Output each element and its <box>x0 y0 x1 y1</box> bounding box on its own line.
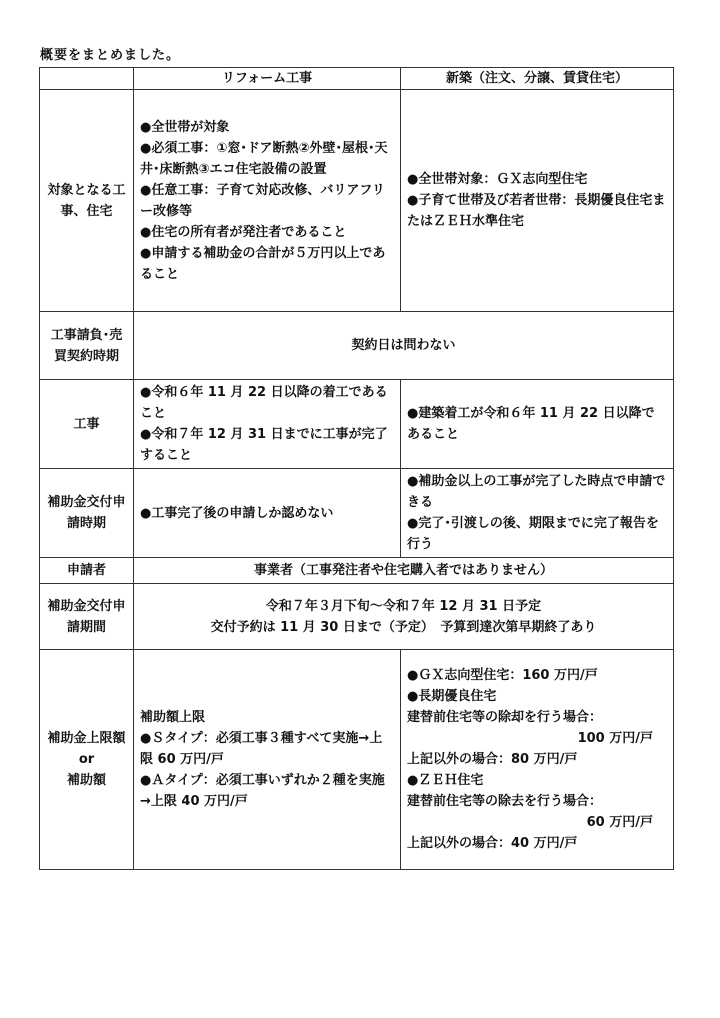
header-row <box>40 68 674 90</box>
amount-reform-line: ●Ａタイプ：必須工事いずれか２種を実施→上限 40 万円/戸 <box>140 773 385 809</box>
application-timing-reform-cell <box>134 469 401 558</box>
amount-reform-cell <box>134 650 401 870</box>
applicant-value: 事業者（工事発注者や住宅購入者ではありません） <box>134 558 674 584</box>
amount-reform-line: ●Ｓタイプ：必須工事３種すべて実施→上限 60 万円/戸 <box>140 731 383 767</box>
application-timing-new-build-cell <box>401 469 674 558</box>
intro-text: 概要をまとめました。 <box>40 48 181 63</box>
amount-long-term-title: ●長期優良住宅 <box>407 689 497 704</box>
header-new-build: 新築（注文、分譲、賃貸住宅） <box>401 68 674 90</box>
target-new-build-line: ●全世帯対象：ＧＸ志向型住宅 <box>407 172 588 187</box>
amount-label-line: 補助額 <box>66 773 106 788</box>
row-label-contract: 工事請負･売買契約時期 <box>40 312 134 380</box>
row-applicant <box>40 558 674 584</box>
row-application-period <box>40 584 674 650</box>
row-target <box>40 90 674 312</box>
construction-reform-line: ●令和６年 11 月 22 日以降の着工であること <box>140 385 388 421</box>
row-label-application-period: 補助金交付申請期間 <box>40 584 134 650</box>
row-label-applicant: 申請者 <box>40 558 134 584</box>
target-new-build-line: ●子育て世帯及び若者世帯：長期優良住宅またはＺＥＨ水準住宅 <box>407 193 666 229</box>
header-reform: リフォーム工事 <box>134 68 401 90</box>
row-label-application-timing: 補助金交付申請時期 <box>40 469 134 558</box>
target-reform-line: ●申請する補助金の合計が５万円以上であること <box>140 245 386 282</box>
target-reform-cell <box>134 90 401 312</box>
row-label-target: 対象となる工事、住宅 <box>40 90 134 312</box>
contract-value: 契約日は問わない <box>134 312 674 380</box>
target-reform-line: ●全世帯が対象 <box>140 119 230 135</box>
amount-long-term-demolish-amount: 100 万円/戸 <box>577 731 653 746</box>
target-reform-line: ●任意工事：子育て対応改修、バリアフリー改修等 <box>140 182 385 219</box>
construction-new-build-line: ●建築着工が令和６年 11 月 22 日以降であること <box>407 406 655 442</box>
amount-zeh-title: ●ＺＥＨ住宅 <box>407 773 484 788</box>
target-new-build-cell <box>401 90 674 312</box>
row-label-amount <box>40 650 134 870</box>
amount-reform-line: 補助額上限 <box>140 710 206 725</box>
amount-label-line: 補助金上限額 <box>47 731 126 746</box>
construction-new-build-cell <box>401 380 674 469</box>
amount-long-term-other: 上記以外の場合：80 万円/戸 <box>407 752 578 767</box>
application-period-line: 令和７年３月下旬～令和７年 12 月 31 日予定 <box>265 598 542 614</box>
amount-new-build-cell <box>401 650 674 870</box>
amount-zeh-demolish: 建替前住宅等の除去を行う場合： <box>407 794 603 809</box>
construction-reform-line: ●令和７年 12 月 31 日までに工事が完了すること <box>140 427 388 463</box>
header-empty-cell <box>40 68 134 90</box>
amount-zeh-other: 上記以外の場合：40 万円/戸 <box>407 836 578 851</box>
amount-label-line: or <box>78 752 95 767</box>
row-construction <box>40 380 674 469</box>
application-timing-reform-line: ●工事完了後の申請しか認めない <box>140 505 334 521</box>
construction-reform-cell <box>134 380 401 469</box>
amount-long-term-demolish: 建替前住宅等の除却を行う場合： <box>407 710 603 725</box>
amount-gx-line: ●ＧＸ志向型住宅：160 万円/戸 <box>407 668 598 683</box>
target-reform-line: ●住宅の所有者が発注者であること <box>140 224 347 240</box>
row-application-timing <box>40 469 674 558</box>
row-amount <box>40 650 674 870</box>
application-period-cell <box>134 584 674 650</box>
subsidy-summary-table <box>39 67 674 870</box>
application-timing-new-build-line: ●補助金以上の工事が完了した時点で申請できる <box>407 474 666 510</box>
amount-zeh-demolish-amount: 60 万円/戸 <box>586 815 653 830</box>
row-label-construction: 工事 <box>40 380 134 469</box>
row-contract <box>40 312 674 380</box>
target-reform-line: ●必須工事：①窓･ドア断熱②外壁･屋根･天井･床断熱③エコ住宅設備の設置 <box>140 140 388 177</box>
application-timing-new-build-line: ●完了･引渡しの後、期限までに完了報告を行う <box>407 516 659 552</box>
application-period-line: 交付予約は 11 月 30 日まで（予定） 予算到達次第早期終了あり <box>210 619 597 635</box>
